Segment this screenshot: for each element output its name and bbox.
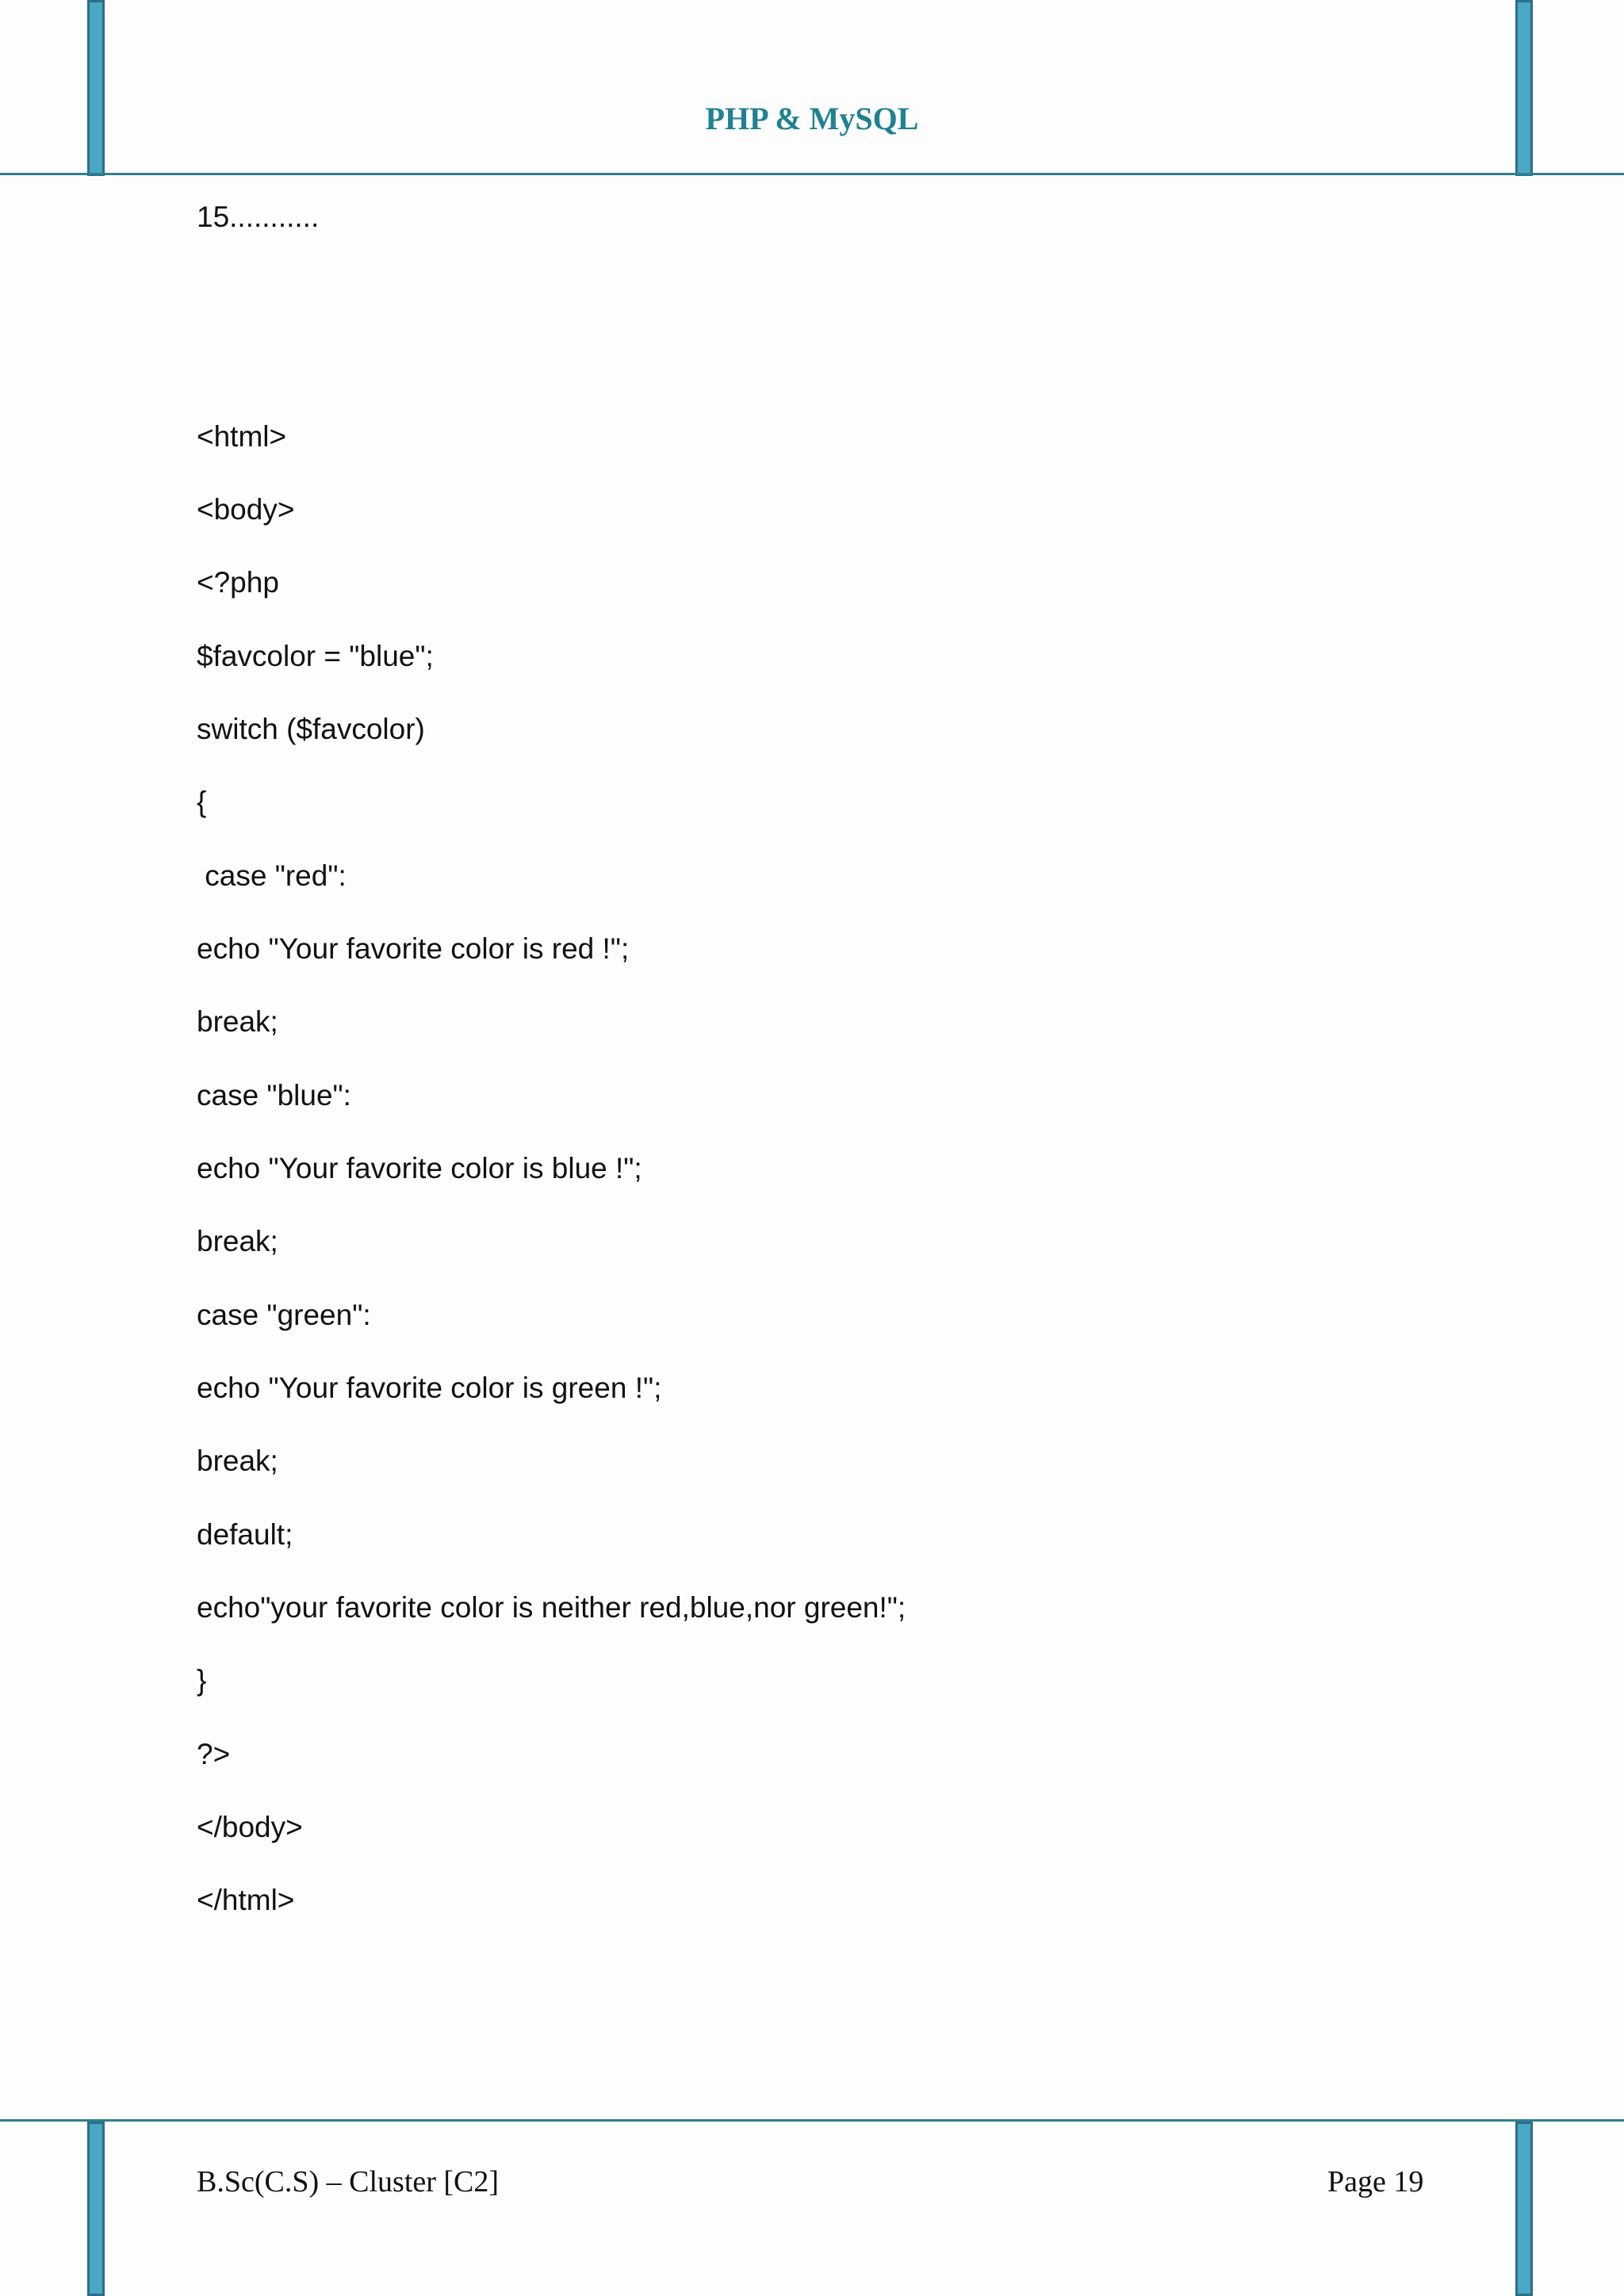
code-line: echo"your favorite color is neither red,blue,nor green!";: [197, 1591, 906, 1624]
code-line: break;: [197, 1445, 278, 1477]
code-line: }: [197, 1664, 207, 1697]
footer-course-label: B.Sc(C.S) – Cluster [C2]: [197, 2165, 500, 2198]
header-divider: [0, 173, 1624, 175]
code-line: <?php: [197, 566, 279, 599]
right-footer-bar: [1515, 2122, 1533, 2296]
page-number: Page 19: [1327, 2165, 1424, 2198]
section-number: 15...........: [197, 201, 320, 233]
code-line: break;: [197, 1225, 278, 1257]
code-line: case "green":: [197, 1299, 371, 1331]
code-line: echo "Your favorite color is red !";: [197, 932, 630, 965]
code-line: break;: [197, 1005, 278, 1038]
left-header-bar: [87, 0, 105, 176]
code-line: {: [197, 786, 207, 818]
code-line: default;: [197, 1518, 293, 1551]
code-line: echo "Your favorite color is green !";: [197, 1372, 662, 1404]
code-line: case "blue":: [197, 1079, 351, 1112]
code-line: switch ($favcolor): [197, 713, 425, 745]
code-line: $favcolor = "blue";: [197, 640, 434, 672]
page-header-title: PHP & MySQL: [705, 101, 919, 136]
code-line: </body>: [197, 1811, 303, 1843]
code-line: ?>: [197, 1738, 231, 1770]
footer-divider: [0, 2119, 1624, 2122]
right-header-bar: [1515, 0, 1533, 176]
left-footer-bar: [87, 2122, 105, 2296]
code-line: </html>: [197, 1884, 295, 1916]
code-line: echo "Your favorite color is blue !";: [197, 1152, 642, 1184]
code-line: <html>: [197, 420, 287, 453]
code-line: case "red":: [197, 859, 347, 892]
code-line: <body>: [197, 493, 295, 526]
